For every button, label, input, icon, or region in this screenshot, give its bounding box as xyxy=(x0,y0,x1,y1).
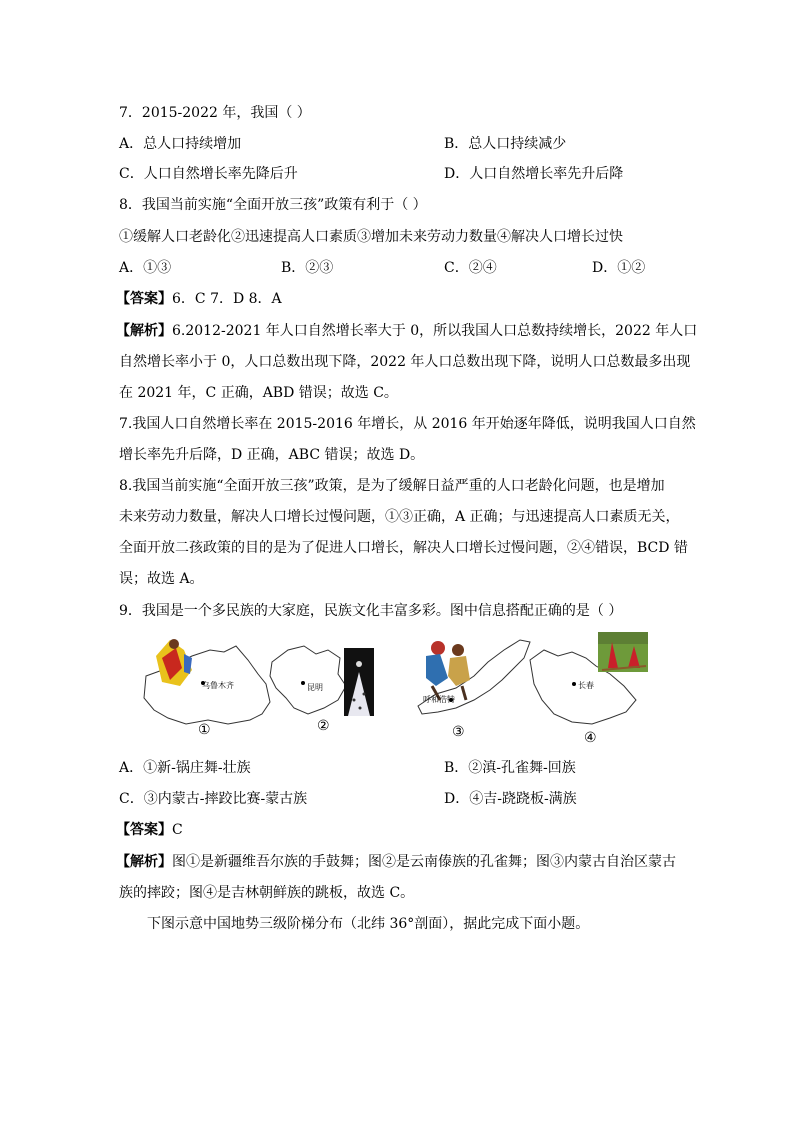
city-label-changchun: 长春 xyxy=(578,681,594,690)
analysis-text: 8.我国当前实施“全面开放三孩”政策，是为了缓解日益严重的人口老龄化问题，也是增加 xyxy=(119,478,665,494)
analysis-text: 在 2021 年，C 正确，ABD 错误；故选 C。 xyxy=(119,385,398,401)
q9-option-c: C．③内蒙古-摔跤比赛-蒙古族 xyxy=(119,791,308,807)
analysis-text: 增长率先升后降，D 正确，ABC 错误；故选 D。 xyxy=(119,447,425,463)
city-label-hohhot: 呼和浩特 xyxy=(423,695,455,704)
q9-option-b: B．②滇-孔雀舞-回族 xyxy=(444,760,576,776)
q7-option-c: C．人口自然增长率先降后升 xyxy=(119,166,298,182)
answer-text: 6．C 7．D 8．A xyxy=(172,291,282,307)
city-label-kunming: 昆明 xyxy=(307,683,323,692)
city-label-urumqi: 乌鲁木齐 xyxy=(202,681,234,690)
q7-option-b: B．总人口持续减少 xyxy=(444,136,567,152)
analysis-text: 误；故选 A。 xyxy=(119,571,204,587)
map-yunnan xyxy=(270,646,346,714)
analysis-text: 7.我国人口自然增长率在 2015-2016 年增长，从 2016 年开始逐年降低，说明我国人口自然 xyxy=(119,416,696,432)
analysis-label: 【解析】 xyxy=(116,323,172,339)
map-number-4: ④ xyxy=(584,730,597,746)
q8-option-d: D．①② xyxy=(592,260,646,276)
answer-line-1 xyxy=(116,290,282,308)
peacock-dance-photo xyxy=(344,648,374,716)
q9-stem: 9．我国是一个多民族的大家庭，民族文化丰富多彩。图中信息搭配正确的是（ ） xyxy=(119,603,623,619)
map-number-1: ① xyxy=(198,722,211,738)
q8-items: ①缓解人口老龄化②迅速提高人口素质③增加未来劳动力数量④解决人口增长过快 xyxy=(119,229,623,245)
q8-option-c: C．②④ xyxy=(444,260,497,276)
answer-line-2 xyxy=(116,821,183,839)
analysis-text: 6.2012-2021 年人口自然增长率大于 0，所以我国人口总数持续增长，2022 年人口 xyxy=(172,323,698,339)
analysis-label: 【解析】 xyxy=(116,854,172,870)
answer-label: 【答案】 xyxy=(116,822,172,838)
answer-label: 【答案】 xyxy=(116,291,172,307)
analysis-text: 未来劳动力数量，解决人口增长过慢问题，①③正确，A 正确；与迅速提高人口素质无关， xyxy=(119,509,680,525)
answer-text: C xyxy=(172,822,183,838)
map-number-2: ② xyxy=(317,718,330,734)
analysis-text: 全面开放二孩政策的目的是为了促进人口增长，解决人口增长过慢问题，②④错误，BCD 错 xyxy=(119,540,688,556)
q8-option-a: A．①③ xyxy=(119,260,172,276)
q7-option-d: D．人口自然增长率先升后降 xyxy=(444,166,624,182)
analysis-line xyxy=(116,853,676,871)
analysis-text: 自然增长率小于 0，人口总数出现下降，2022 年人口总数出现下降，说明人口总数最多出现 xyxy=(119,354,691,370)
map-number-3: ③ xyxy=(452,724,465,740)
analysis-text: 图①是新疆维吾尔族的手鼓舞；图②是云南傣族的孔雀舞；图③内蒙古自治区蒙古 xyxy=(172,854,676,870)
province-maps-figure xyxy=(140,628,660,748)
q7-stem: 7．2015-2022 年，我国（ ） xyxy=(119,105,311,121)
q8-option-b: B．②③ xyxy=(281,260,334,276)
q9-option-d: D．④吉-跷跷板-满族 xyxy=(444,791,577,807)
q9-option-a: A．①新-锅庄舞-壮族 xyxy=(119,760,251,776)
q8-stem: 8．我国当前实施“全面开放三孩”政策有利于（ ） xyxy=(119,197,427,213)
q7-option-a: A．总人口持续增加 xyxy=(119,136,242,152)
next-section-intro: 下图示意中国地势三级阶梯分布（北纬 36°剖面），据此完成下面小题。 xyxy=(147,916,590,932)
analysis-text: 族的摔跤；图④是吉林朝鲜族的跳板，故选 C。 xyxy=(119,885,415,901)
seesaw-photo xyxy=(598,632,648,672)
analysis-line xyxy=(116,322,697,340)
